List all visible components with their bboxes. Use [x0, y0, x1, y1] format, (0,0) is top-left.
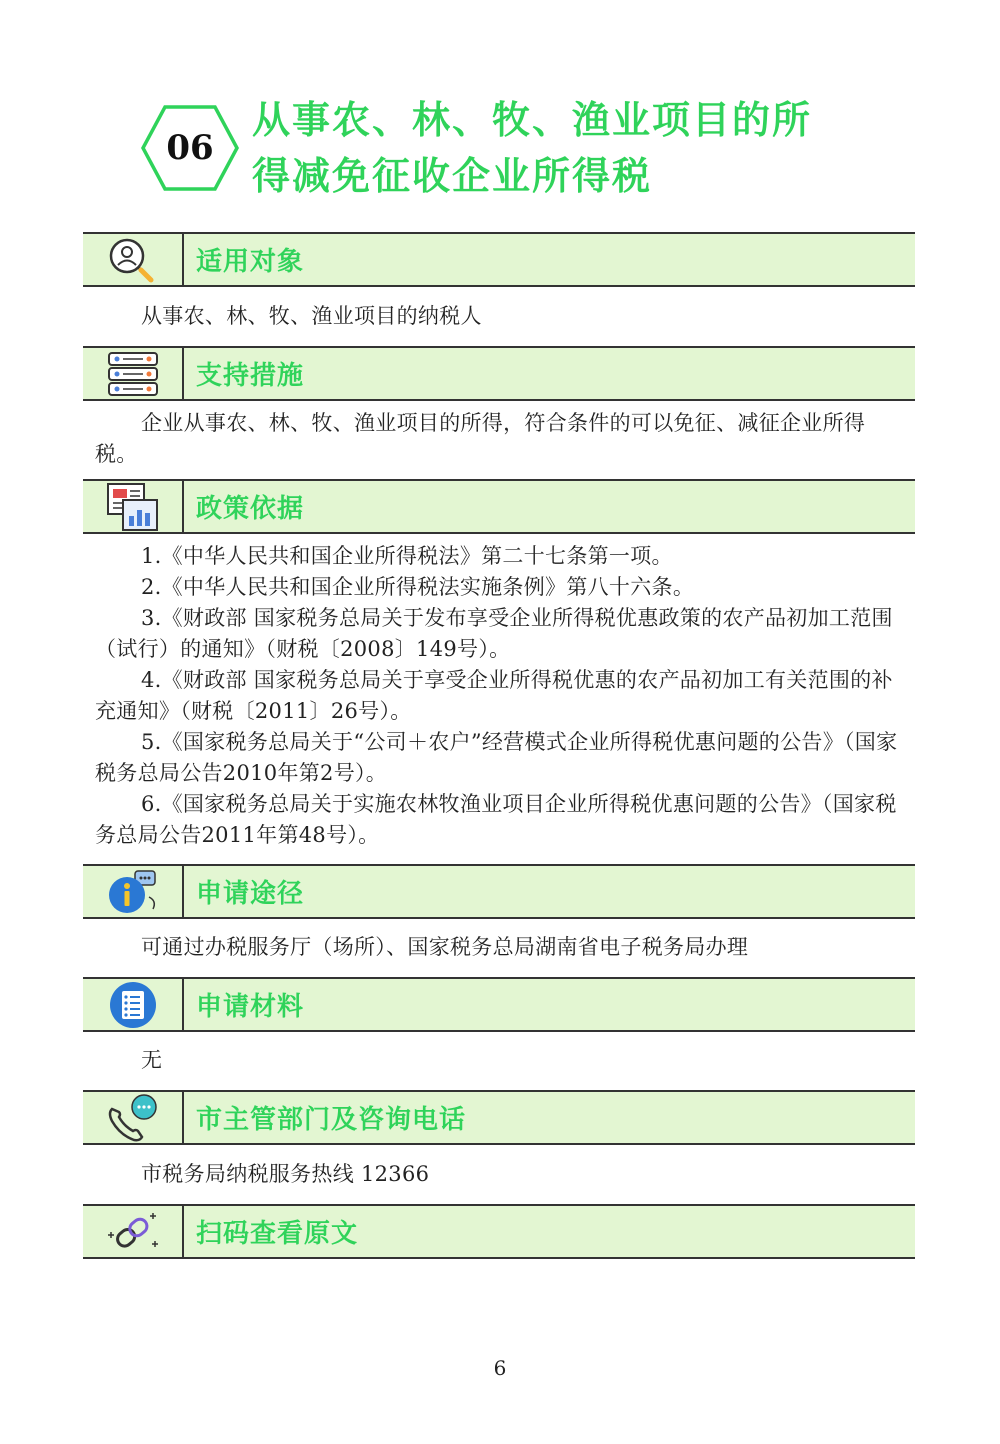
section-content-measures: 企业从事农、林、牧、渔业项目的所得，符合条件的可以免征、减征企业所得税。: [95, 411, 866, 466]
title-block: [140, 92, 940, 212]
section-header-measures: [83, 346, 915, 401]
section-label: 支持措施: [196, 361, 305, 391]
title-line-2: 得减免征收企业所得税: [252, 154, 653, 198]
person-search-icon: [103, 235, 163, 285]
section-content-contact: 市税务局纳税服务热线 12366: [141, 1162, 430, 1186]
policy-item: 5.《国家税务总局关于“公司＋农户”经营模式企业所得税优惠问题的公告》（国家税务总局公告2010年第2号）。: [95, 730, 898, 785]
policy-item: 1.《中华人民共和国企业所得税法》第二十七条第一项。: [141, 544, 673, 568]
title-line-1: 从事农、林、牧、渔业项目的所: [252, 98, 813, 142]
server-list-icon: [105, 351, 161, 397]
section-label: 市主管部门及咨询电话: [196, 1105, 467, 1135]
page-number: 6: [493, 1356, 507, 1380]
section-header-scan: [83, 1204, 915, 1259]
link-icon: [105, 1209, 161, 1255]
section-content-policy: [95, 541, 907, 851]
section-number: 06: [166, 128, 214, 168]
section-header-policy: [83, 479, 915, 534]
policy-item: 4.《财政部 国家税务总局关于享受企业所得税优惠的农产品初加工有关范围的补充通知》（财税〔2011〕26号）。: [95, 668, 893, 723]
section-label: 适用对象: [196, 247, 305, 277]
policy-item: 2.《中华人民共和国企业所得税法实施条例》第八十六条。: [141, 575, 695, 599]
section-label: 政策依据: [196, 494, 305, 524]
section-label: 扫码查看原文: [196, 1219, 359, 1249]
section-header-contact: [83, 1090, 915, 1145]
section-label: 申请途径: [196, 879, 305, 909]
phone-chat-icon: [104, 1093, 162, 1143]
section-header-channel: [83, 864, 915, 919]
info-chat-icon: [105, 867, 161, 917]
section-header-materials: [83, 977, 915, 1032]
policy-item: 3.《财政部 国家税务总局关于发布享受企业所得税优惠政策的农产品初加工范围（试行）的通知》（财税〔2008〕149号）。: [95, 606, 893, 661]
policy-item: 6.《国家税务总局关于实施农林牧渔业项目企业所得税优惠问题的公告》（国家税务总局公告2011年第48号）。: [95, 792, 897, 847]
document-list-icon: [105, 980, 161, 1030]
section-content-channel: 可通过办税服务厅（场所）、国家税务总局湖南省电子税务局办理: [141, 935, 749, 959]
section-content-materials: 无: [141, 1048, 163, 1072]
section-label: 申请材料: [196, 992, 305, 1022]
document-chart-icon: [105, 482, 161, 532]
section-header-applicable: [83, 232, 915, 287]
page-title: [252, 92, 952, 204]
section-content-applicable: 从事农、林、牧、渔业项目的纳税人: [141, 304, 482, 328]
